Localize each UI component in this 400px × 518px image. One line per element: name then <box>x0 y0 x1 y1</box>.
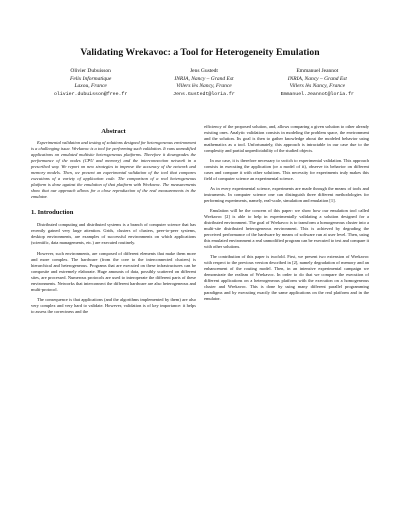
author-2 <box>147 68 260 98</box>
paragraph: Distributed computing and distributed systems is a branch of computer science that has recently gained very large attention. Grids, clusters of clusters, peer-to-peer systems, desktop environments, are examples of successful environments on which applications (scientific, data managements, etc.) are executed routinely. <box>31 222 196 245</box>
author-name: Emmanuel Jeannot <box>296 68 339 74</box>
paragraph: efficiency of the proposed solution, and, allows comparing a given solution to other already existing ones. Analytic validation consists in modeling the problem space, the environment and the solution. Its goal is then to gather knowledge about the modeled behavior using mathematics as a tool. Unfortunately, this approach is intractable in our case due to the complexity and partial unpredictability of the studied objects. <box>204 124 369 153</box>
author-email: Jens.Gustedt@loria.fr <box>173 91 235 97</box>
author-3 <box>261 68 374 98</box>
author-affiliation: INRIA, Nancy – Grand Est <box>174 75 234 82</box>
author-location: Villers lès Nancy, France <box>289 83 346 90</box>
author-email: olivier.dubuisson@free.fr <box>53 91 128 97</box>
author-name: Jens Gustedt <box>190 68 218 74</box>
author-block <box>34 68 374 98</box>
left-column <box>31 124 196 320</box>
author-name: Olivier Dubuisson <box>70 68 111 74</box>
paragraph: In our case, it is therefore necessary to switch to experimental validation. This approach consists in executing the application (or a model of it), observe its behavior on different cases and compare it with other solutions. This necessity for experiments truly makes this field of computer science an experimental science. <box>204 158 369 181</box>
paragraph: Emulation will be the concern of this paper: we show how our emulation tool called Wrekavoc [2] is able to help in experimentally validating a solution designed for a distributed environment. The goal of Wrekavoc is to transform a homogeneous cluster into a multi-site distributed heterogeneous environment. This is achieved by degrading the perceived performance of the hardware by means of software run at user level. Then, using this emulated environment a real unmodified program can be executed to test and compare it with other solutions. <box>204 208 369 249</box>
paper-title: Validating Wrekavoc: a Tool for Heterogeneity Emulation <box>80 47 320 58</box>
paragraph: The consequence is that applications (and the algorithms implemented by them) are also very complex and very hard to validate. However, validation is of key importance: it helps to assess the correctness and the <box>31 297 196 315</box>
author-location: Laxou, France <box>74 83 107 90</box>
abstract <box>31 140 196 200</box>
paragraph: The contribution of this paper is twofold. First, we present two extension of Wrekavoc with respect to the previous version described in [2], namely degradation of memory and an enhancement of the routing model. Then, in an intensive experimental campaign we demonstrate the realism of Wrekavoc. In order to do that we compare the execution of different applications on a heterogeneous platform with the execution on a homogeneous cluster and Wrekavoc. This is done by using many different parallel programming paradigms and by executing exactly the same applications on the real platform and in the emulator. <box>204 254 369 301</box>
right-column <box>204 124 369 306</box>
section-heading: 1. Introduction <box>31 209 74 216</box>
author-affiliation: INRIA, Nancy – Grand Est <box>287 75 347 82</box>
author-location: Villers lès Nancy, France <box>176 83 232 90</box>
author-1 <box>34 68 147 98</box>
paragraph: As in every experimental science, experiments are made through the means of tools and instruments. In computer science one can distinguish three different methodologies for performing experiments, namely, real-scale, simulation and emulation [1]. <box>204 186 369 203</box>
author-email: Emmanuel.Jeannot@loria.fr <box>280 91 354 97</box>
author-affiliation: Felix Informatique <box>69 75 112 82</box>
paragraph: However, such environments, are composed of different elements that make them more and more complex. The hardware (from the core to the interconnected clusters) is hierarchical and heterogeneous. Programs that are executed on these infrastructures can be composite and extremely elaborate. Huge amounts of data, possibly scattered on different sites, are processed. Numerous protocols are used to interoperate the different parts of these environments. Networks that interconnect the different hardware are also heterogeneous and multi-protocol. <box>31 250 196 292</box>
abstract-heading: Abstract <box>101 128 126 135</box>
abstract-text: Experimental validation and testing of solutions designed for heterogeneous environment is a challenging issue. Wrekavoc is a tool for performing such validation. It runs unmodified applications on emulated multisite heterogeneous platforms. Therefore it downgrades the performance of the nodes (CPU and memory) and the interconnection network in a prescribed way. We report on new strategies to improve the accuracy of the network and memory models. Then, we present an experimental validation of the tool that compares executions of a variety of application code. The comparison of a real heterogeneous platform is done against the emulation of that platform with Wrekavoc. The measurements show that our approach allows for a close reproduction of the real measurements in the emulator. <box>31 140 196 199</box>
intro-body-left <box>31 222 196 315</box>
